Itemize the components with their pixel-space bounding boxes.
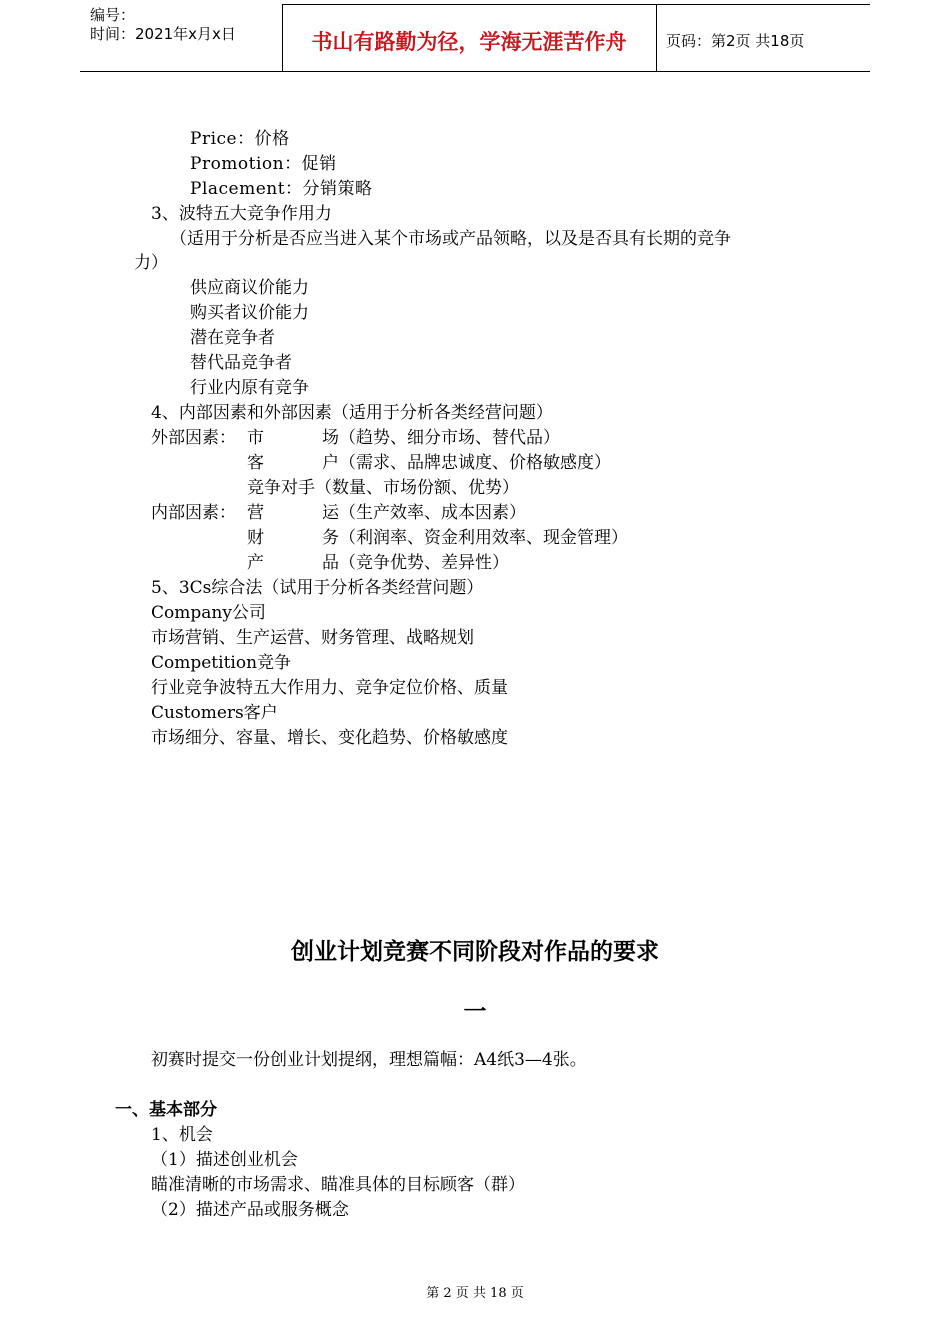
opportunity-line: 1、机会 xyxy=(151,1125,213,1145)
internal-label: 内部因素： xyxy=(151,503,236,523)
page-header xyxy=(80,0,870,72)
factor-value: （生产效率、成本因素） xyxy=(339,503,526,523)
factor-key: 客 xyxy=(247,453,264,473)
factor-key: 运 xyxy=(322,503,339,523)
factor-key: 竞争对手 xyxy=(247,478,315,498)
porter-item: 潜在竞争者 xyxy=(190,328,275,348)
factor-key: 务 xyxy=(322,528,339,548)
price-line: Price：价格 xyxy=(190,129,290,149)
factor-key: 场 xyxy=(322,428,339,448)
basic-heading: 一、基本部分 xyxy=(115,1100,217,1120)
factor-value: （利润率、资金利用效率、现金管理） xyxy=(339,528,628,548)
factor-key: 户 xyxy=(322,453,339,473)
external-row xyxy=(247,427,560,449)
item2-line: （2）描述产品或服务概念 xyxy=(151,1200,349,1220)
factor-key: 市 xyxy=(247,428,264,448)
code-label: 编号： xyxy=(90,6,136,24)
company-desc: 市场营销、生产运营、财务管理、战略规划 xyxy=(151,628,474,648)
header-meta xyxy=(90,6,236,44)
external-row xyxy=(247,477,519,499)
header-motto: 书山有路勤为径，学海无涯苦作舟 xyxy=(311,30,627,54)
page-footer: 第 2 页 共 18 页 xyxy=(426,1286,524,1301)
porter-item: 供应商议价能力 xyxy=(190,278,309,298)
header-divider-right xyxy=(656,4,657,72)
porter-desc-1: （适用于分析是否应当进入某个市场或产品领略，以及是否具有长期的竞争 xyxy=(170,229,731,249)
internal-row xyxy=(247,502,526,524)
factor-value: （竞争优势、差异性） xyxy=(339,553,509,573)
factor-key: 财 xyxy=(247,528,264,548)
placement-line: Placement：分销策略 xyxy=(190,179,373,199)
item1-desc: 瞄准清晰的市场需求、瞄准具体的目标顾客（群） xyxy=(151,1175,525,1195)
factor-key: 营 xyxy=(247,503,264,523)
promotion-line: Promotion：促销 xyxy=(190,154,337,174)
internal-row xyxy=(247,552,509,574)
porter-item: 行业内原有竞争 xyxy=(190,378,309,398)
customers-line: Customers客户 xyxy=(151,703,278,723)
header-bottom-rule xyxy=(80,71,870,72)
item1-line: （1）描述创业机会 xyxy=(151,1150,298,1170)
three-cs-title: 5、3Cs综合法（试用于分析各类经营问题） xyxy=(151,578,484,598)
external-row xyxy=(247,452,611,474)
factor-value: （需求、品牌忠诚度、价格敏感度） xyxy=(339,453,611,473)
customers-desc: 市场细分、容量、增长、变化趋势、价格敏感度 xyxy=(151,728,508,748)
company-line: Company公司 xyxy=(151,603,266,623)
porter-desc-2: 力） xyxy=(134,253,168,273)
factor-key: 品 xyxy=(322,553,339,573)
header-top-rule xyxy=(282,4,870,5)
external-label: 外部因素： xyxy=(151,428,236,448)
factor-value: （趋势、细分市场、替代品） xyxy=(339,428,560,448)
factor-value: （数量、市场份额、优势） xyxy=(315,478,519,498)
header-page-info: 页码：第2页 共18页 xyxy=(666,32,805,50)
internal-row xyxy=(247,527,628,549)
factors-title: 4、内部因素和外部因素（适用于分析各类经营问题） xyxy=(151,403,553,423)
section-title: 创业计划竞赛不同阶段对作品的要求 xyxy=(291,939,659,965)
factor-key: 产 xyxy=(247,553,264,573)
porter-item: 购买者议价能力 xyxy=(190,303,309,323)
porter-title: 3、波特五大竞争作用力 xyxy=(151,204,332,224)
time-label: 时间：2021年x月x日 xyxy=(90,25,236,43)
intro-line: 初赛时提交一份创业计划提纲，理想篇幅：A4纸3—4张。 xyxy=(151,1050,587,1070)
porter-item: 替代品竞争者 xyxy=(190,353,292,373)
competition-desc: 行业竞争波特五大作用力、竞争定位价格、质量 xyxy=(151,678,508,698)
section-numeral: 一 xyxy=(463,999,487,1025)
competition-line: Competition竞争 xyxy=(151,653,292,673)
